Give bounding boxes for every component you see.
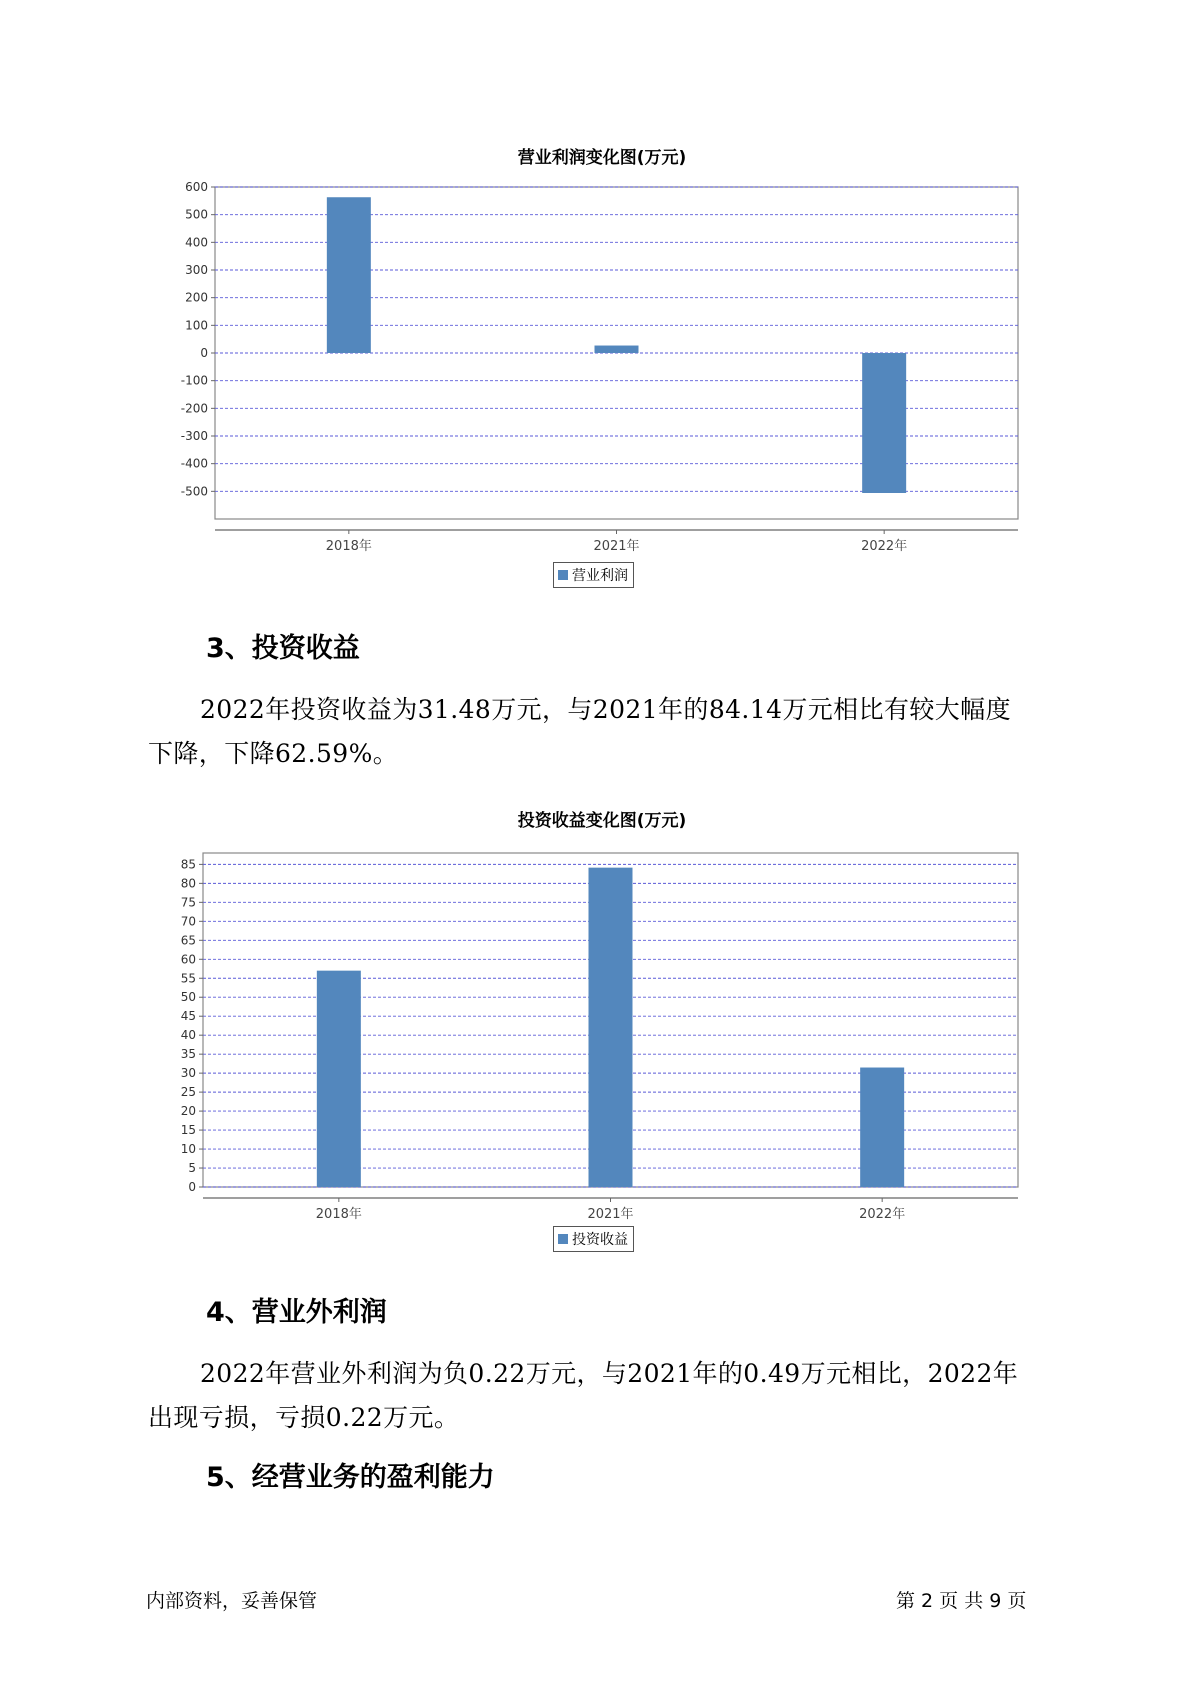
chart2-legend <box>553 1226 634 1252</box>
y-tick-label: 0 <box>200 346 208 360</box>
y-tick-label: 200 <box>185 290 208 305</box>
y-tick-label: 15 <box>180 1123 196 1138</box>
y-tick-label: 10 <box>180 1142 196 1157</box>
y-tick-label: -100 <box>180 373 208 388</box>
y-tick-label: 50 <box>180 990 196 1005</box>
y-tick-label: 45 <box>180 1009 196 1024</box>
x-tick-label: 2022年 <box>859 1207 906 1222</box>
x-tick-label: 2022年 <box>861 539 908 554</box>
chart1-title: 营业利润变化图(万元) <box>517 148 687 168</box>
bar-2018年 <box>317 971 361 1187</box>
y-tick-label: 400 <box>185 235 208 250</box>
y-tick-label: 60 <box>180 952 196 967</box>
footer-page-number: 第 2 页 共 9 页 <box>896 1590 1027 1612</box>
y-tick-label: 35 <box>180 1047 196 1062</box>
y-tick-label: 75 <box>180 895 196 910</box>
legend-swatch <box>558 1234 568 1244</box>
x-tick-label: 2021年 <box>593 539 640 554</box>
y-tick-label: 85 <box>180 857 196 872</box>
y-tick-label: 25 <box>180 1085 196 1100</box>
x-tick-label: 2018年 <box>325 539 372 554</box>
section-3-heading: 3、投资收益 <box>206 633 360 664</box>
section-5-heading: 5、经营业务的盈利能力 <box>206 1462 495 1493</box>
bar-2022年 <box>860 1068 904 1187</box>
y-tick-label: 500 <box>185 207 208 222</box>
section-4-line-2: 出现亏损，亏损0.22万元。 <box>148 1403 460 1432</box>
y-tick-label: 40 <box>180 1028 196 1043</box>
section-4-heading: 4、营业外利润 <box>206 1297 387 1328</box>
x-tick-label: 2021年 <box>587 1207 634 1222</box>
y-tick-label: 65 <box>180 933 196 948</box>
chart1-legend-label: 营业利润 <box>572 568 628 584</box>
y-tick-label: -300 <box>180 429 208 443</box>
y-tick-label: 30 <box>180 1066 196 1081</box>
y-tick-label: -200 <box>180 401 208 416</box>
bar-2021年 <box>589 868 633 1187</box>
y-tick-label: 300 <box>185 263 208 277</box>
x-tick-label: 2018年 <box>315 1207 362 1222</box>
y-tick-label: 55 <box>180 971 196 986</box>
y-tick-label: -500 <box>180 484 208 499</box>
y-tick-label: 0 <box>188 1180 196 1194</box>
chart2-legend-label: 投资收益 <box>572 1232 628 1248</box>
y-tick-label: 20 <box>180 1104 196 1119</box>
y-tick-label: 600 <box>185 180 208 194</box>
section-4-line-1: 2022年营业外利润为负0.22万元，与2021年的0.49万元相比，2022年 <box>200 1359 1019 1388</box>
section-4-paragraph <box>148 1352 1048 1440</box>
y-tick-label: 80 <box>180 876 196 891</box>
section-3-line-2: 下降，下降62.59%。 <box>148 739 399 768</box>
chart2-title: 投资收益变化图(万元) <box>517 811 687 831</box>
section-3-line-1: 2022年投资收益为31.48万元，与2021年的84.14万元相比有较大幅度 <box>200 695 1011 724</box>
y-tick-label: 100 <box>185 318 208 333</box>
y-tick-label: 70 <box>180 914 196 929</box>
y-tick-label: 5 <box>188 1161 196 1176</box>
y-tick-label: -400 <box>180 456 208 471</box>
footer-confidential: 内部资料，妥善保管 <box>146 1590 318 1612</box>
